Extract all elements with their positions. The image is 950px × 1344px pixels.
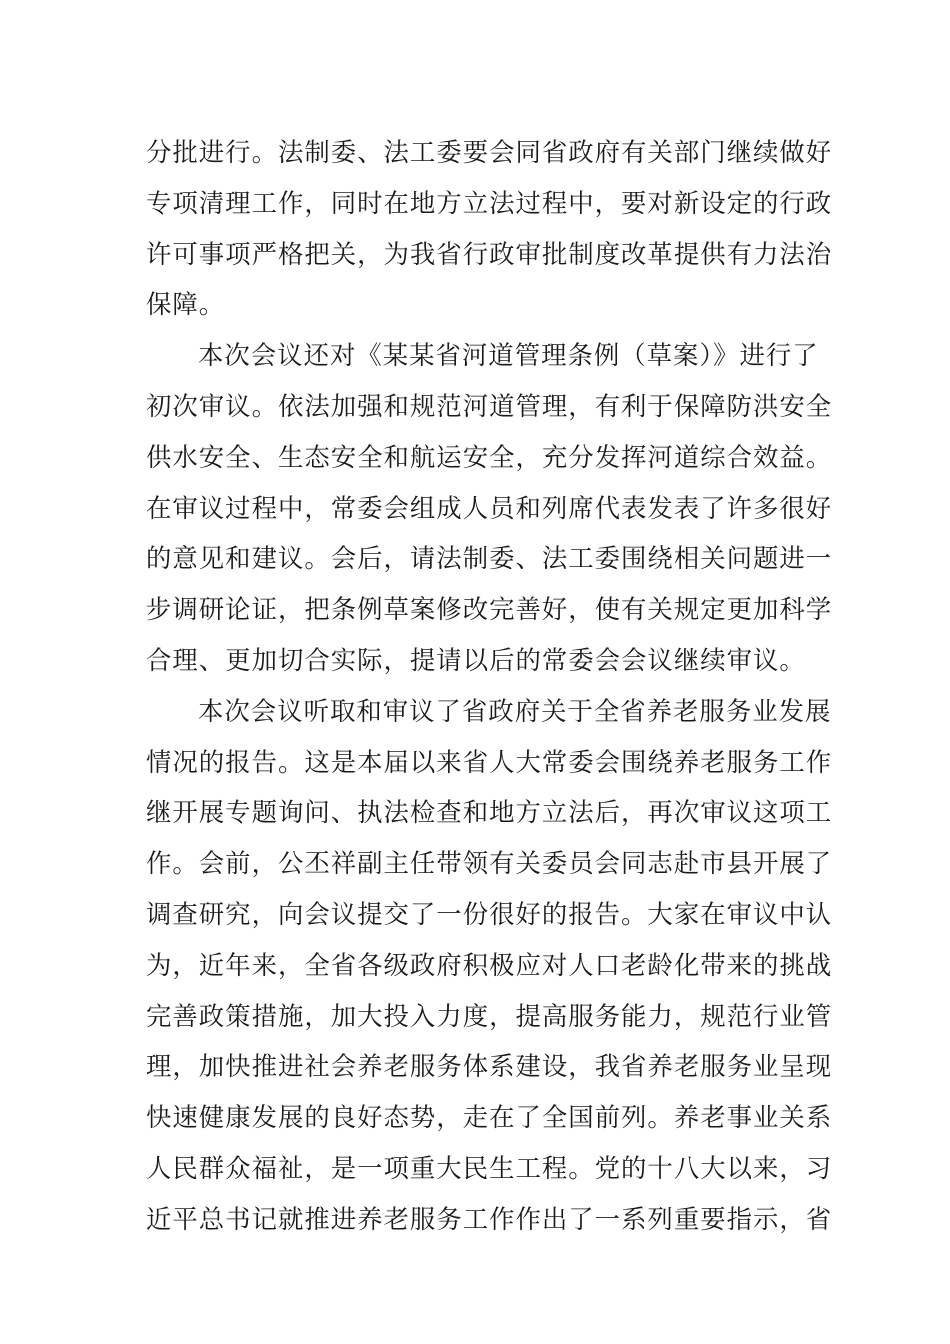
text-line: 完善政策措施，加大投入力度，提高服务能力，规范行业管 [146,1000,833,1031]
text-line: 合理、更加切合实际，提请以后的常委会会议继续审议。 [146,644,806,675]
text-line: 调查研究，向会议提交了一份很好的报告。大家在审议中认 [146,898,833,929]
text-line: 供水安全、生态安全和航运安全，充分发挥河道综合效益。 [146,441,833,472]
text-line: 步调研论证，把条例草案修改完善好，使有关规定更加科学 [146,594,833,625]
text-line: 作。会前，公丕祥副主任带领有关委员会同志赴市县开展了 [146,848,833,879]
text-line: 本次会议还对《某某省河道管理条例（草案）》进行了 [198,340,819,371]
text-line: 在审议过程中，常委会组成人员和列席代表发表了许多很好 [146,492,833,523]
text-line: 继开展专题询问、执法检查和地方立法后，再次审议这项工 [146,797,833,828]
text-line: 情况的报告。这是本届以来省人大常委会围绕养老服务工作 [146,746,833,777]
text-line: 人民群众福祉，是一项重大民生工程。党的十八大以来，习 [146,1152,833,1183]
text-line: 近平总书记就推进养老服务工作作出了一系列重要指示，省 [146,1203,833,1234]
text-line: 快速健康发展的良好态势，走在了全国前列。养老事业关系 [146,1102,833,1133]
text-line: 为，近年来，全省各级政府积极应对人口老龄化带来的挑战 [146,949,833,980]
text-line: 初次审议。依法加强和规范河道管理，有利于保障防洪安全 [146,390,833,421]
text-line: 许可事项严格把关，为我省行政审批制度改革提供有力法治 [146,238,833,269]
text-line: 的意见和建议。会后，请法制委、法工委围绕相关问题进一 [146,543,833,574]
document-body [146,127,833,1245]
text-line: 保障。 [146,289,226,320]
text-line: 理，加快推进社会养老服务体系建设，我省养老服务业呈现 [146,1051,833,1082]
text-line: 专项清理工作，同时在地方立法过程中，要对新设定的行政 [146,187,833,218]
text-line: 分批进行。法制委、法工委要会同省政府有关部门继续做好 [146,137,833,167]
text-line: 本次会议听取和审议了省政府关于全省养老服务业发展 [198,695,832,726]
